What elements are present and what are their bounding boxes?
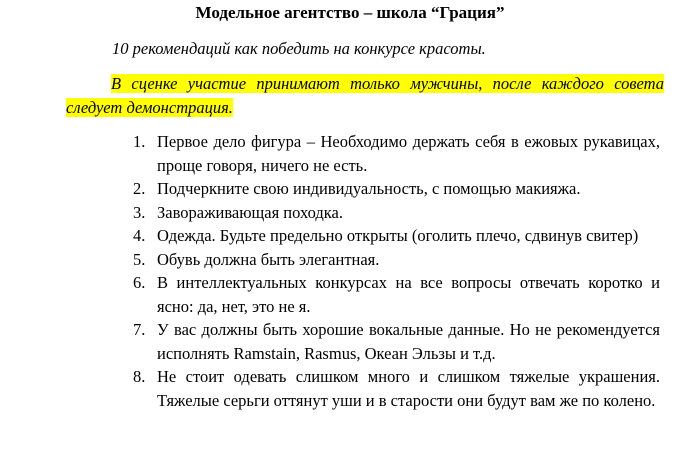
list-item-number: 1. <box>133 132 146 151</box>
list-item <box>0 318 660 365</box>
list-item-text: Одежда. Будьте предельно открыты (оголить плечо, сдвинув свитер) <box>157 226 639 245</box>
list-item <box>0 130 660 177</box>
list-item-number: 3. <box>133 202 146 222</box>
list-item <box>0 177 660 201</box>
list-item-number: 8. <box>133 367 146 386</box>
list-item <box>0 365 660 412</box>
note-highlight: В сценке участие принимают только мужчины, после каждого совета следует демонстрация. <box>66 74 664 117</box>
list-item-text: Обувь должна быть элегантная. <box>157 249 380 269</box>
list-item <box>0 271 660 318</box>
list-item-number: 2. <box>133 179 146 198</box>
list-item-text: Не стоит одевать слишком много и слишком тяжелые украшения. Тяжелые серьги оттянут уши и в старости они будут вам же по колено. <box>157 367 660 410</box>
list-item <box>0 224 660 248</box>
list-item <box>0 248 660 272</box>
list-item-text: В интеллектуальных конкурсах на все вопросы отвечать коротко и ясно: да, нет, это не я. <box>157 273 660 316</box>
document-title: Модельное агентство – школа “Грация” <box>195 3 505 22</box>
highlighted-note <box>66 72 664 120</box>
list-item-text: Подчеркните свою индивидуальность, с помощью макияжа. <box>157 179 581 198</box>
list-item-text: Завораживающая походка. <box>157 202 343 222</box>
document-subtitle: 10 рекомендаций как победить на конкурсе красоты. <box>112 39 486 58</box>
list-item-number: 6. <box>133 273 146 292</box>
list-item-number: 5. <box>133 249 146 269</box>
list-item <box>0 201 660 225</box>
recommendations-list <box>0 130 700 412</box>
list-item-text: Первое дело фигура – Необходимо держать себя в ежовых рукавицах, проще говоря, ничего не есть. <box>157 132 660 175</box>
list-item-number: 7. <box>133 320 146 339</box>
list-item-number: 4. <box>133 226 146 245</box>
list-item-text: У вас должны быть хорошие вокальные данные. Но не рекомендуется исполнять Ramstain, Rasmus, Океан Эльзы и т.д. <box>157 320 660 363</box>
